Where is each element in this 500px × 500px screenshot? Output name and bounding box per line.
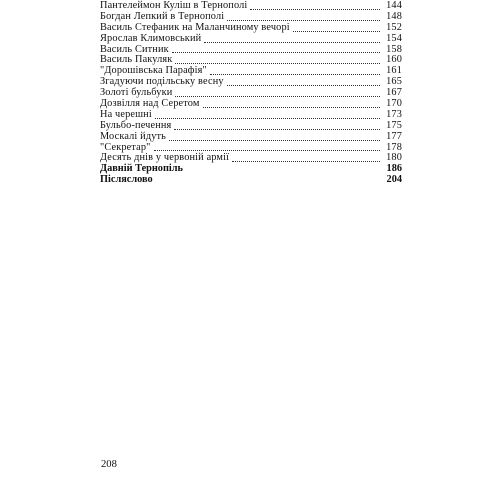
page-number: 208 xyxy=(101,459,117,470)
toc-entry-page: 158 xyxy=(386,43,402,55)
toc-entry-page: 178 xyxy=(386,141,402,153)
toc-entry-page: 165 xyxy=(386,76,402,88)
toc-entry-title: Москалі йдуть xyxy=(100,130,166,142)
toc-entry-page: 180 xyxy=(386,152,402,164)
toc-entry-title: Василь Ситник xyxy=(100,43,169,55)
toc-entry-title: Дозвілля над Серетом xyxy=(100,98,200,109)
toc-entry-title: Богдан Лепкий в Тернополі xyxy=(100,10,225,22)
toc-entry xyxy=(100,34,402,45)
toc-entry-page: 167 xyxy=(386,87,402,99)
toc-entry-title: Василь Пакуляк xyxy=(100,54,173,66)
toc-entry-page: 154 xyxy=(386,32,402,44)
toc-entry-page: 152 xyxy=(386,21,402,33)
toc-entry-page: 144 xyxy=(386,0,402,11)
dot-leader xyxy=(175,63,380,64)
table-of-contents xyxy=(100,0,402,186)
toc-entry-title: Згадуючи подільську весну xyxy=(100,76,224,88)
toc-entry-page: 160 xyxy=(386,54,402,66)
dot-leader xyxy=(227,85,380,86)
toc-entry-title: Ярослав Климовський xyxy=(100,32,202,44)
toc-entry-section xyxy=(100,175,402,186)
toc-entry-page: 204 xyxy=(386,174,402,186)
toc-entry-page: 170 xyxy=(386,98,402,109)
dot-leader xyxy=(172,52,380,53)
dot-leader xyxy=(210,74,380,75)
dot-leader xyxy=(250,9,380,10)
toc-entry-title: Золоті бульбуки xyxy=(100,87,173,99)
toc-entry-page: 148 xyxy=(386,10,402,22)
toc-entry xyxy=(100,132,402,143)
toc-entry-title: Десять днів у червоній армії xyxy=(100,152,230,164)
dot-leader xyxy=(154,150,380,151)
dot-leader xyxy=(155,118,380,119)
toc-entry-title: Післяслово xyxy=(100,174,153,186)
toc-entry-page: 173 xyxy=(386,108,402,120)
toc-entry-title: Бульбо-печення xyxy=(100,119,172,131)
toc-entry-title: Пантелеймон Куліш в Тернополі xyxy=(100,0,248,11)
toc-entry-page: 161 xyxy=(386,65,402,77)
toc-entry-title: "Секретар" xyxy=(100,141,151,153)
toc-entry-title: Василь Стефаник на Маланчиному вечорі xyxy=(100,21,290,33)
dot-leader xyxy=(203,107,380,108)
dot-leader xyxy=(227,20,380,21)
dot-leader xyxy=(169,140,380,141)
toc-entry-title: "Дорошівська Парафія" xyxy=(100,65,207,77)
toc-entry-title: На черешні xyxy=(100,108,152,120)
toc-entry-page: 186 xyxy=(386,163,402,175)
dot-leader xyxy=(174,129,380,130)
dot-leader xyxy=(175,96,380,97)
dot-leader xyxy=(293,31,380,32)
toc-entry-title: Давній Тернопіль xyxy=(100,163,183,175)
dot-leader xyxy=(232,161,380,162)
toc-entry-page: 175 xyxy=(386,119,402,131)
toc-entry-page: 177 xyxy=(386,130,402,142)
dot-leader xyxy=(204,42,380,43)
